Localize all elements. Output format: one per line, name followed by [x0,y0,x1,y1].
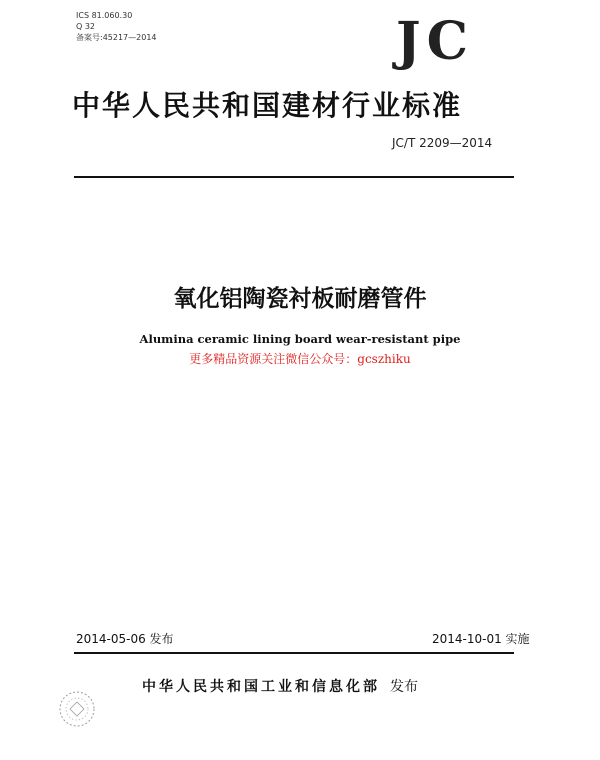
standard-number: JC/T 2209—2014 [392,136,493,150]
ics-code: ICS 81.060.30 [76,11,133,20]
metadata-block [76,10,157,43]
bottom-divider [74,652,514,654]
promo-text: 更多精品资源关注微信公众号：gcszhiku [189,352,411,366]
document-title-english: Alumina ceramic lining board wear-resistant pipe [139,332,461,346]
standard-organization-title: 中华人民共和国建材行业标准 [72,89,463,122]
publisher-suffix: 发布 [390,679,418,695]
implementation-date: 2014-10-01 实施 [432,632,530,646]
jc-logo: JC [396,11,474,72]
document-title-chinese: 氧化铝陶瓷衬板耐磨管件 [173,286,427,312]
classification-code: Q 32 [76,22,96,31]
issue-date: 2014-05-06 发布 [76,632,174,646]
publisher-line [142,676,418,696]
record-number: 备案号:45217—2014 [76,33,157,42]
stamp-mark-icon [56,688,98,730]
top-divider [74,176,514,178]
publisher-name: 中华人民共和国工业和信息化部 [142,679,380,695]
